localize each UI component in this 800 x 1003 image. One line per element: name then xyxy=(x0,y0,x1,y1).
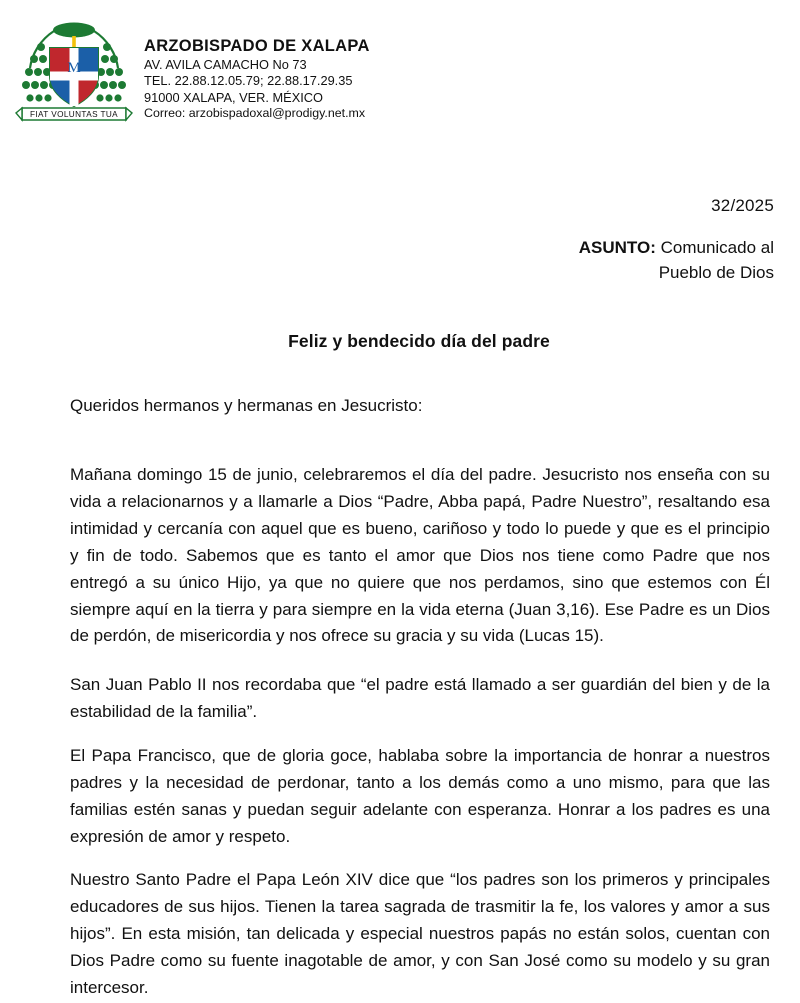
letterhead xyxy=(0,0,800,134)
organization-phones: TEL. 22.88.12.05.79; 22.88.17.29.35 xyxy=(144,73,353,89)
document-title: Feliz y bendecido día del padre xyxy=(288,331,550,352)
organization-email: Correo: arzobispadoxal@prodigy.net.mx xyxy=(144,106,366,121)
subject-label: ASUNTO: xyxy=(578,238,656,257)
paragraph: Nuestro Santo Padre el Papa León XIV dice que “los padres son los primeros y principales educadores de sus hijos. Tienen la tarea sagrada de trasmitir la fe, los valores y amor a sus hijos”. En esta misión, tan delicada y especial nuestros papás no están solos, cuentan con Dios Padre como su fuente inagotable de amor, y con San José como su modelo y su gran intercesor. xyxy=(70,870,770,997)
organization-address: AV. AVILA CAMACHO No 73 xyxy=(144,57,307,73)
paragraph: San Juan Pablo II nos recordaba que “el padre está llamado a ser guardián del bien y de la estabilidad de la familia”. xyxy=(70,675,770,722)
subject-value-line2: Pueblo de Dios xyxy=(658,262,774,282)
paragraph: Mañana domingo 15 de junio, celebraremos el día del padre. Jesucristo nos enseña con su vida a relacionarnos y a llamarle a Dios “Padre, Abba papá, Padre Nuestro”, resaltando esa intimidad y cercanía con aquel que es bueno, cariñoso y todo lo puede y que es el principio y fin de todo. Sabemos que es tanto el amor que Dios nos tiene como Padre que nos entregó a su único Hijo, ya que no quiere que nos perdamos, sino que estemos con Él siempre aquí en la tierra y para siempre en la vida eterna (Juan 3,16). Ese Padre es un Dios de perdón, de misericordia y nos ofrece su gracia y su vida (Lucas 15). xyxy=(70,465,770,646)
paragraph: El Papa Francisco, que de gloria goce, hablaba sobre la importancia de honrar a nuestros padres y la necesidad de perdonar, tanto a los demás como a uno mismo, para que las familias estén sanas y puedan seguir adelante con esperanza. Honrar a los padres es una expresión de amor y respeto. xyxy=(70,746,770,846)
document-body xyxy=(0,196,800,1002)
svg-text:FIAT VOLUNTAS TUA: FIAT VOLUNTAS TUA xyxy=(29,110,119,119)
reference-number: 32/2025 xyxy=(711,196,774,215)
document-paragraphs xyxy=(64,462,774,1001)
organization-info xyxy=(144,36,370,122)
svg-text:M: M xyxy=(67,60,81,76)
salutation: Queridos hermanos y hermanas en Jesucristo: xyxy=(70,396,423,416)
archdiocese-crest-icon xyxy=(14,14,134,134)
organization-city: 91000 XALAPA, VER. MÉXICO xyxy=(144,89,323,105)
subject-value: Comunicado al xyxy=(660,238,774,257)
organization-name: ARZOBISPADO DE XALAPA xyxy=(144,37,370,55)
subject-block xyxy=(64,236,774,261)
